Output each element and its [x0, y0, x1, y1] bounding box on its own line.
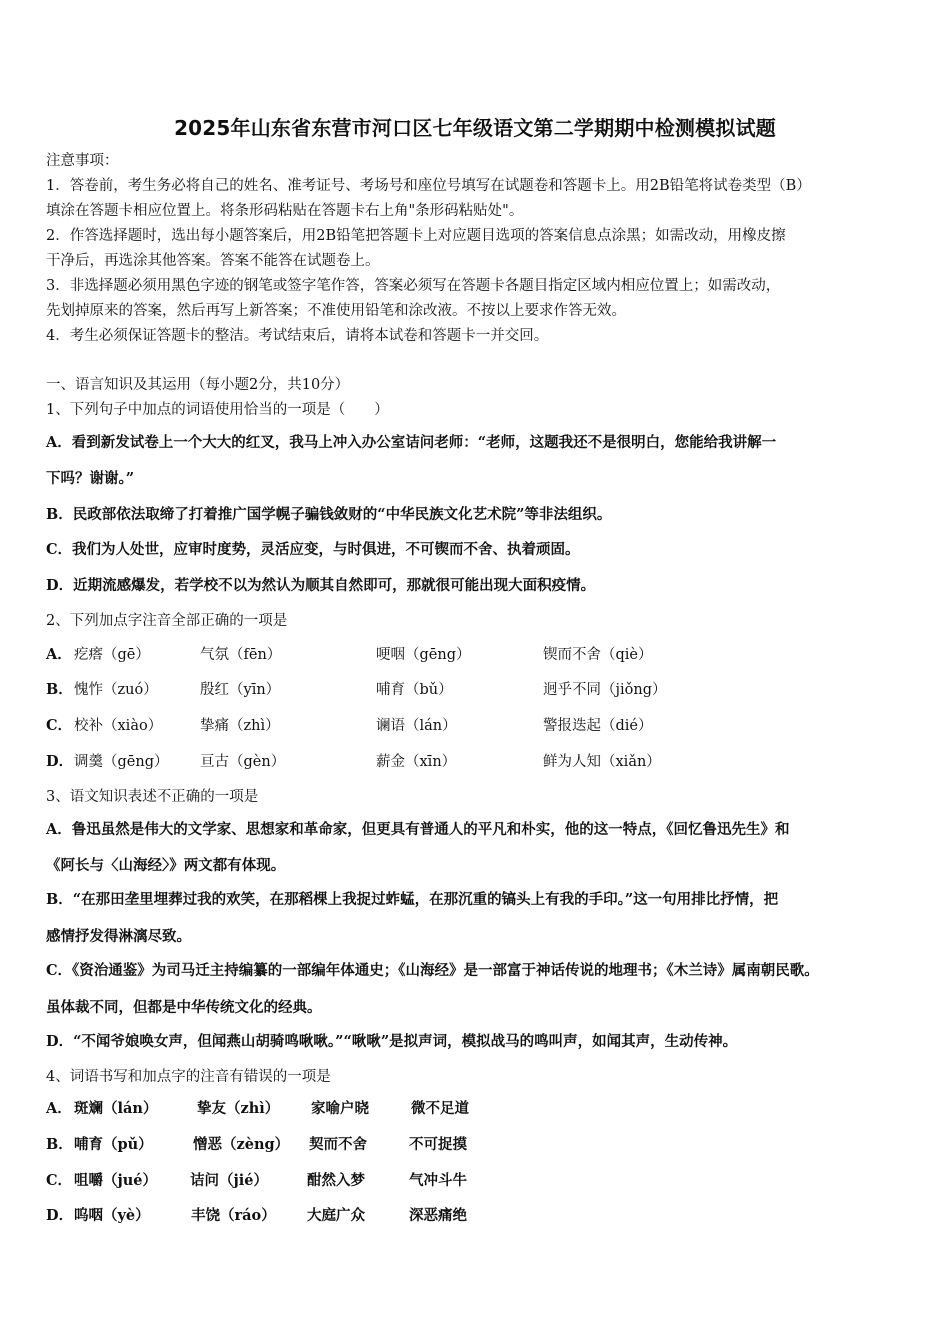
option-label: D． [46, 1207, 74, 1224]
notice-line: 4．考生必须保证答题卡的整洁。考试结束后，请将本试卷和答题卡一并交回。 [46, 328, 549, 344]
question-2-stem: 2、下列加点字注音全部正确的一项是 [46, 613, 288, 629]
q1-option-b: B．民政部依法取缔了打着推广国学幌子骗钱敛财的“中华民族文化艺术院”等非法组织。 [46, 506, 612, 523]
option-item: 微不足道 [411, 1100, 469, 1117]
option-item: 契而不舍 [309, 1136, 367, 1153]
option-item: 憎恶（zèng） [193, 1136, 290, 1153]
option-item: 挚友（zhì） [197, 1100, 280, 1117]
notice-line: 3．非选择题必须用黑色字迹的钢笔或签字笔作答，答案必须写在答题卡各题目指定区域内相应位置上；如需改动， [46, 278, 781, 294]
q3-option-d: D．“不闻爷娘唤女声，但闻燕山胡骑鸣啾啾。”“啾啾”是拟声词，模拟战马的鸣叫声，如闻其声，生动传神。 [46, 1033, 738, 1050]
option-item: 不可捉摸 [409, 1136, 467, 1153]
option-item: 斑斓（lán） [74, 1100, 158, 1117]
option-label: B． [46, 681, 73, 698]
option-item: 气冲斗牛 [409, 1172, 467, 1189]
option-item: 调羹（gēng） [74, 754, 169, 770]
notice-line: 干净后，再选涂其他答案。答案不能答在试题卷上。 [46, 253, 380, 269]
option-item: 警报迭起（dié） [543, 718, 653, 734]
q3-option-b-cont: 感情抒发得淋漓尽致。 [46, 928, 191, 945]
option-item: 殷红（yīn） [200, 682, 281, 698]
option-item: 挚痛（zhì） [200, 718, 280, 734]
option-item: 丰饶（ráo） [191, 1207, 276, 1224]
notice-heading: 注意事项： [46, 153, 119, 169]
option-label: D． [46, 753, 74, 770]
option-item: 鲜为人知（xiǎn） [543, 754, 661, 770]
q3-option-c-cont: 虽体裁不同，但都是中华传统文化的经典。 [46, 999, 322, 1016]
option-label: C． [46, 717, 73, 734]
option-item: 疙瘩（gē） [74, 647, 150, 663]
option-item: 气氛（fēn） [200, 647, 282, 663]
option-item: 诘问（jié） [190, 1172, 268, 1189]
option-item: 咀嚼（jué） [74, 1172, 158, 1189]
notice-line: 2．作答选择题时，选出每小题答案后，用2B铅笔把答题卡上对应题目选项的答案信息点涂黑；如需改动，用橡皮擦 [46, 228, 786, 244]
option-item: 大庭广众 [307, 1207, 365, 1224]
notice-line: 先划掉原来的答案，然后再写上新答案；不准使用铅笔和涂改液。不按以上要求作答无效。 [46, 303, 626, 319]
option-item: 哺育（bǔ） [376, 682, 453, 698]
q1-option-a-cont: 下吗？谢谢。” [46, 470, 135, 487]
option-item: 亘古（gèn） [200, 754, 286, 770]
option-item: 哽咽（gēng） [376, 647, 471, 663]
q3-option-c: C．《资治通鉴》为司马迁主持编纂的一部编年体通史；《山海经》是一部富于神话传说的地理书；《木兰诗》属南朝民歌。 [46, 962, 819, 979]
option-item: 深恶痛绝 [409, 1207, 467, 1224]
question-1-stem: 1、下列句子中加点的词语使用恰当的一项是（ ） [46, 402, 389, 418]
q1-option-a: A．看到新发试卷上一个大大的红叉，我马上冲入办公室诘问老师：“老师，这题我还不是很明白，您能给我讲解一 [46, 434, 777, 451]
option-label: C． [46, 1172, 73, 1189]
q1-option-c: C．我们为人处世，应审时度势，灵活应变，与时俱进，不可锲而不舍、执着顽固。 [46, 541, 580, 558]
section-heading: 一、语言知识及其运用（每小题2分，共10分） [46, 377, 350, 393]
option-label: B． [46, 1136, 73, 1153]
option-item: 呜咽（yè） [74, 1207, 150, 1224]
option-item: 家喻户晓 [311, 1100, 369, 1117]
option-label: A． [46, 646, 72, 663]
q3-option-b: B．“在那田垄里埋葬过我的欢笑，在那稻棵上我捉过蚱蜢，在那沉重的镐头上有我的手印。”这一句用排比抒情，把 [46, 891, 779, 908]
option-item: 愧怍（zuó） [74, 682, 158, 698]
option-item: 酣然入梦 [307, 1172, 365, 1189]
option-item: 谰语（lán） [376, 718, 457, 734]
option-label: A． [46, 1100, 72, 1117]
option-item: 迥乎不同（jiǒng） [543, 682, 667, 698]
option-item: 薪金（xīn） [376, 754, 457, 770]
question-3-stem: 3、语文知识表述不正确的一项是 [46, 789, 259, 805]
q1-option-d: D．近期流感爆发，若学校不以为然认为顺其自然即可，那就很可能出现大面积疫情。 [46, 577, 596, 594]
option-item: 校补（xiào） [74, 718, 163, 734]
page-title: 2025年山东省东营市河口区七年级语文第二学期期中检测模拟试题 [174, 116, 776, 140]
notice-line: 填涂在答题卡相应位置上。将条形码粘贴在答题卡右上角"条形码粘贴处"。 [46, 203, 524, 219]
option-item: 锲而不舍（qiè） [543, 647, 653, 663]
option-item: 哺育（pǔ） [74, 1136, 153, 1153]
question-4-stem: 4、词语书写和加点字的注音有错误的一项是 [46, 1069, 331, 1085]
notice-line: 1．答卷前，考生务必将自己的姓名、准考证号、考场号和座位号填写在试题卷和答题卡上。用2B铅笔将试卷类型（B） [46, 178, 811, 194]
q3-option-a-cont: 《阿长与〈山海经〉》两文都有体现。 [46, 857, 286, 874]
q3-option-a: A．鲁迅虽然是伟大的文学家、思想家和革命家，但更具有普通人的平凡和朴实，他的这一特点，《回忆鲁迅先生》和 [46, 821, 790, 838]
